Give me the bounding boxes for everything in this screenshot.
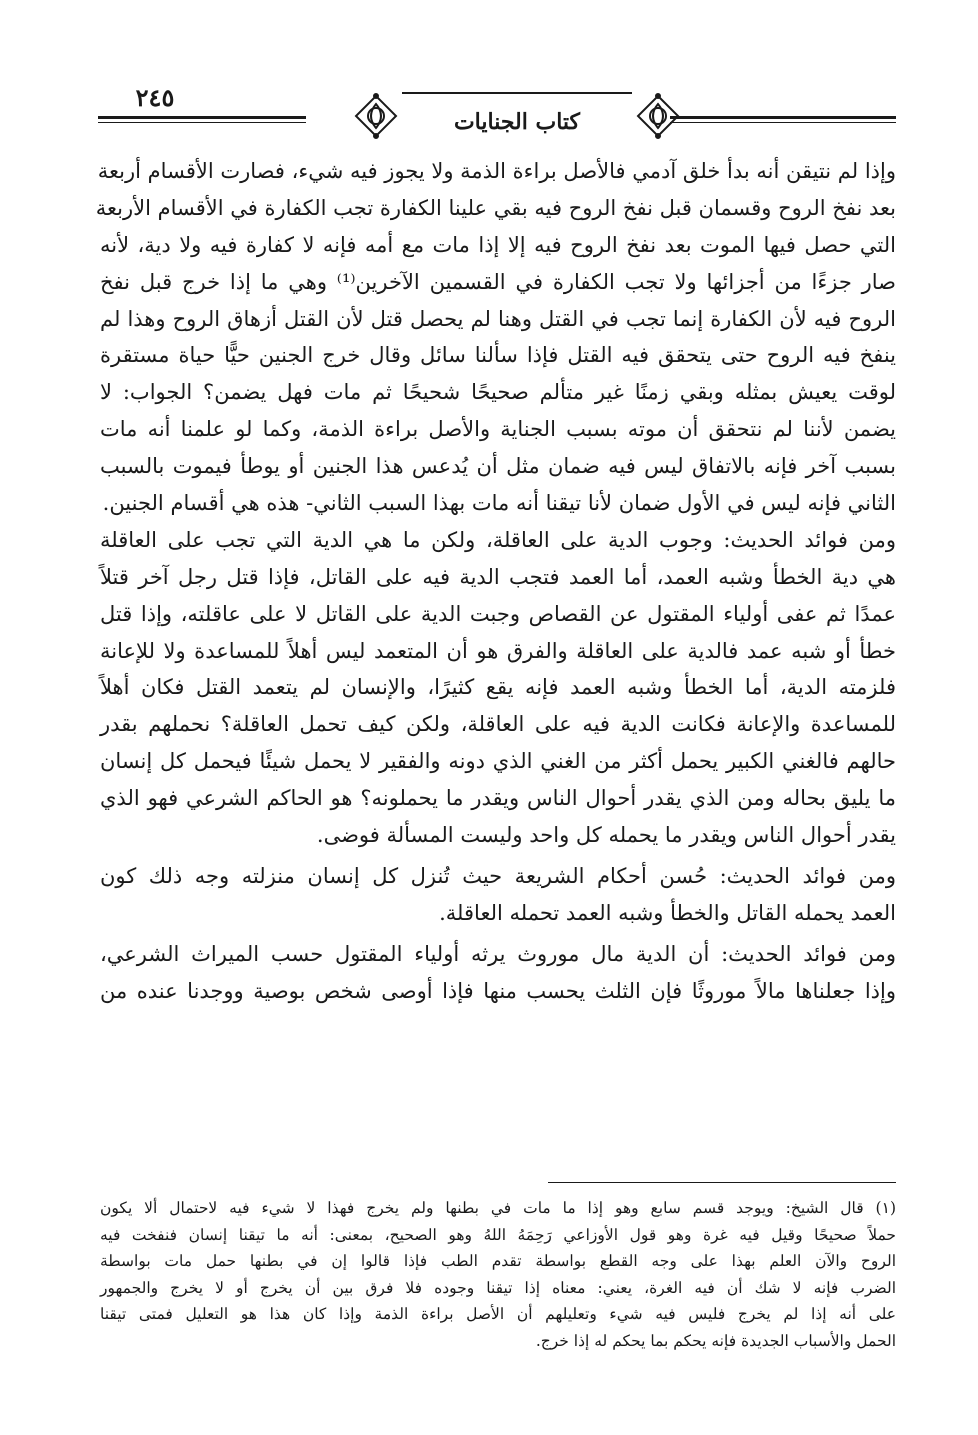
body-line: ما يليق بحاله ومن الذي يقدر أحوال الناس ويقدر ما يحملونه؟ هو الحاكم الشرعي فهو الذي [100,786,896,811]
body-line: فلزمته الدية، أما الخطأ وشبه العمد فإنه يقع كثيرًا، والإنسان لم يتعمد القتل فكان أهلاً [100,675,896,700]
body-line: بسبب آخر فإنه بالاتفاق ليس فيه ضمان مثل أن يُدعس هذا الجنين أو يوطأ فيموت بالسبب [100,454,896,479]
footnote-line: الضرب فإنه لا شك أن فيه الغرة، يعني: معناه إذا تيقنا وجوده فلا فرق بين أن يخرج أو لا يخرج والجمهور [100,1278,896,1297]
body-line: ومن فوائد الحديث: وجوب الدية على العاقلة، ولكن ما هي الدية التي تجب على العاقلة [100,527,896,552]
footnote-line: حملاً صحيحًا وقيل فيه غرة وهو قول الأوزاعي رَحِمَهُ اللهُ وهو الصحيح، بمعنى: أنه ما تيقنا إنسان فنفخت فيه [100,1225,896,1244]
body-line: حالهم فالغني الكبير يحمل أكثر من الغني الذي دونه والفقير لا يحمل شيئًا فيحمل كل إنسان [100,749,896,774]
header-rule-left [98,116,306,119]
header-rule-right [670,116,896,119]
chapter-title-frame [362,92,672,138]
body-line: للمساعدة والإعانة فكانت الدية فيه على العاقلة، ولكن كيف تحمل العاقلة؟ نحملهم بقدر [100,712,896,737]
body-line: وإذا جعلناها مالاً موروثًا فإن الثلث يحسب منها فإذا أوصى شخص بوصية ووجدنا عنده من [100,978,896,1003]
body-line: خطأ أو شبه عمد فالدية على العاقلة والفرق هو أن المتعمد ليس أهلاً للمساعدة ولا للإعانة [100,638,896,663]
footnote-line: الروح والآن العلم بهذا على وجه القطع بواسطة تقدم الطب فإذا قالوا إن في بطنها حمل مات بواسطة [100,1252,896,1270]
body-line: لوقت يعيش بمثله وبقي زمنًا غير متألم صحيحًا شحيحًا ثم مات فهل يضمن؟ الجواب: لا [100,380,896,405]
footnote-line: (١) قال الشيخ: ويوجد قسم سابع وهو إذا ما مات في بطنها ولم يخرج فهذا لا شيء فيه لاحتمال ألا يكون [100,1199,896,1217]
body-line: ينفخ فيه الروح حتى يتحقق فيه القتل فإذا سألنا سائل وقال خرج الجنين حيًّا حياة مستقرة [100,343,896,368]
ornament-left-icon [352,92,400,140]
ornament-right-icon [634,92,682,140]
body-line: الثاني فإنه ليس في الأول ضمان لأنا تيقنا أنه مات بهذا السبب الثاني- هذه هي أقسام الجنين. [102,491,896,516]
footnote-rule [548,1182,896,1183]
footnote-line: على أنه إذا لم يخرج فليس فيه شيء وتعليلهم أن الأصل براءة الذمة وإذا كان هذا هو التعليل فمتى تيقنا [100,1305,896,1323]
body-line: بعد نفخ الروح وقسمان قبل نفخ الروح فيه بقي علينا الكفارة تجب الكفارة في الأقسام الأربعة [95,195,896,220]
body-line: ومن فوائد الحديث: أن الدية مال موروث يرثه أولياء المقتول حسب الميراث الشرعي، [100,941,896,966]
footnotes [100,1195,896,1354]
body-line: التي حصل فيها الموت بعد نفخ الروح فيه إلا إذا مات مع أمه فإنه لا كفارة فيه ولا دية، لأنه [100,232,896,257]
page-number: ٢٤٥ [135,83,175,112]
body-line: الروح فيه لأن الكفارة إنما تجب في القتل وهنا لم يحصل قتل لأن القتل أزهاق الروح وهذا لم [100,306,896,331]
chapter-title: كتاب الجنايات [453,109,581,135]
title-top-line [402,92,632,94]
body-line: وإذا لم نتيقن أنه بدأ خلق آدمي فالأصل براءة الذمة ولا يجوز فيه شيء، فصارت الأقسام أربعة [97,159,896,183]
body-line: العمد يحمله القاتل والخطأ وشبه العمد تحمله العاقلة. [439,900,896,925]
body-line: يقدر أحوال الناس ويقدر ما يحمله كل واحد وليست المسألة فوضى. [316,823,896,848]
body-text [95,153,897,1009]
body-line: هي دية الخطأ وشبه العمد، أما العمد فتجب الدية فيه على القاتل، فإذا قتل رجل آخر قتلاً [100,564,896,589]
header-rule-right-thin [670,122,896,123]
body-line: ومن فوائد الحديث: حُسن أحكام الشريعة حيث تُنزل كل إنسان منزلته وجه ذلك كون [100,863,896,888]
body-line: يضمن لأننا لم نتحقق أن موته بسبب الجناية والأصل براءة الذمة، وكما لو علمنا أنه مات [100,417,896,442]
body-line: صار جزءًا من أجزائها ولا تجب الكفارة في القسمين الآخرين⁽¹⁾ وهي ما إذا خرج قبل نفخ [100,269,897,294]
body-line: عمدًا ثم عفى أولياء المقتول عن القصاص وجبت الدية على القاتل لا على عاقلته، وإذا قتل [100,601,896,626]
page-header [90,82,896,142]
header-rule-left-thin [98,122,306,123]
footnote-line: الحمل والأسباب الجديدة فإنه يحكم بما يحكم له إذا خرج. [535,1331,896,1350]
